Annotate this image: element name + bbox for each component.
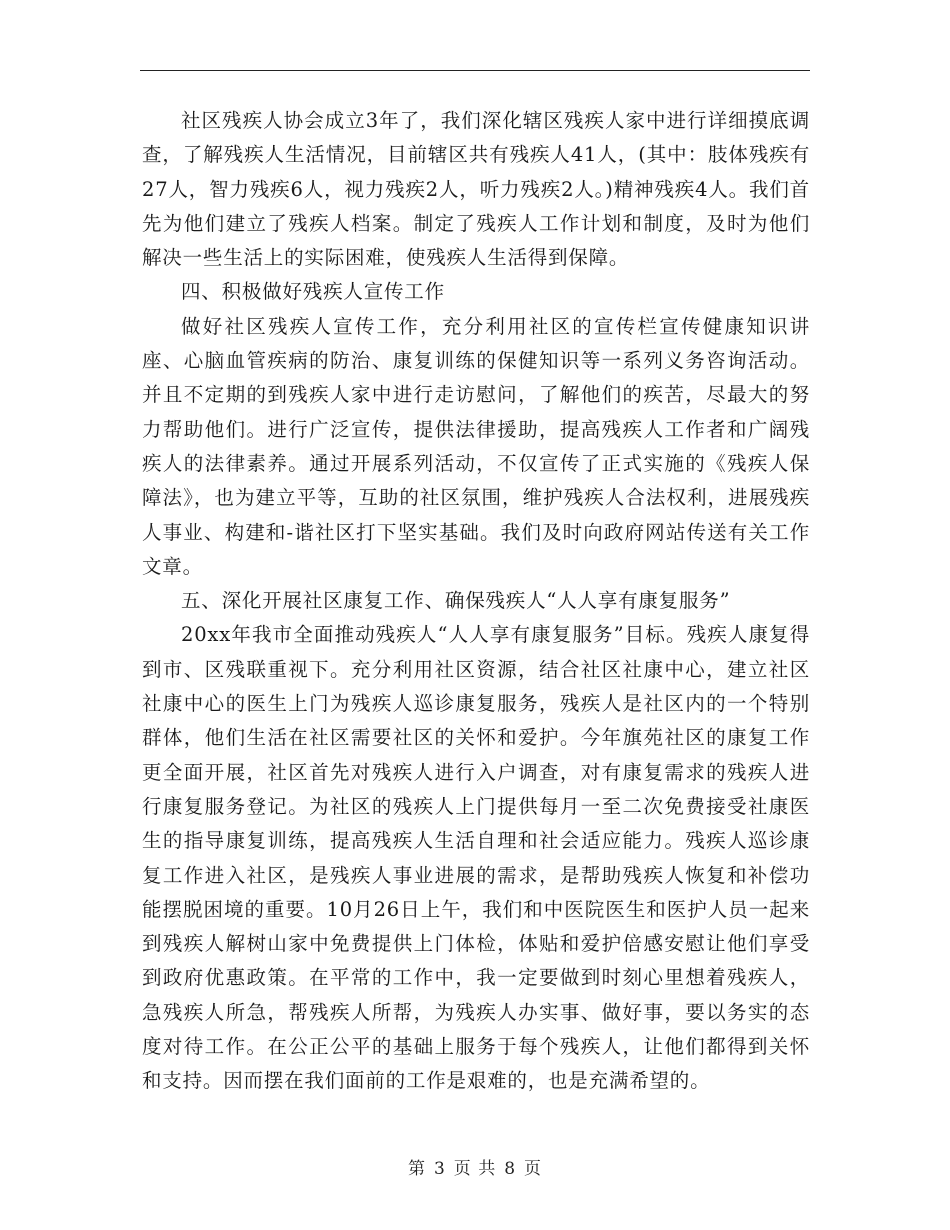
footer-prefix: 第 bbox=[407, 1159, 426, 1179]
page-footer bbox=[0, 1154, 950, 1179]
section-heading-rehabilitation: 五、深化开展社区康复工作、确保残疾人“人人享有康复服务” bbox=[181, 589, 731, 613]
paragraph-publicity-work: 做好社区残疾人宣传工作，充分利用社区的宣传栏宣传健康知识讲座、心脑血管疾病的防治、康复训练的保健知识等一系列义务咨询活动。并且不定期的到残疾人家中进行走访慰问，了解他们的疾苦，尽最大的努力帮助他们。进行广泛宣传，提供法律援助，提高残疾人工作者和广阔残疾人的法律素养。通过开展系列活动，不仅宣传了正式实施的《残疾人保障法》，也为建立平等，互助的社区氛围，维护残疾人合法权利，进展残疾人事业、构建和-谐社区打下坚实基础。我们及时向政府网站传送有关工作文章。 bbox=[142, 314, 810, 578]
footer-suffix: 页 bbox=[524, 1159, 543, 1179]
header-rule bbox=[140, 70, 810, 71]
paragraph-rehabilitation-work: 20xx年我市全面推动残疾人“人人享有康复服务”目标。残疾人康复得到市、区残联重视下。充分利用社区资源，结合社区社康中心，建立社区社康中心的医生上门为残疾人巡诊康复服务，残疾人是社区内的一个特别群体，他们生活在社区需要社区的关怀和爱护。今年旗苑社区的康复工作更全面开展，社区首先对残疾人进行入户调查，对有康复需求的残疾人进行康复服务登记。为社区的残疾人上门提供每月一至二次免费接受社康医生的指导康复训练，提高残疾人生活自理和社会适应能力。残疾人巡诊康复工作进入社区，是残疾人事业进展的需求，是帮助残疾人恢复和补偿功能摆脱困境的重要。10月26日上午，我们和中医院医生和医护人员一起来到残疾人解树山家中免费提供上门体检，体贴和爱护倍感安慰让他们享受到政府优惠政策。在平常的工作中，我一定要做到时刻心里想着残疾人，急残疾人所急，帮残疾人所帮，为残疾人办实事、做好事，要以务实的态度对待工作。在公正公平的基础上服务于每个残疾人，让他们都得到关怀和支持。因而摆在我们面前的工作是艰难的，也是充满希望的。 bbox=[142, 623, 810, 1093]
footer-middle: 页 共 bbox=[453, 1159, 497, 1179]
section-heading-publicity: 四、积极做好残疾人宣传工作 bbox=[181, 280, 445, 304]
footer-page-number: 3 bbox=[433, 1159, 446, 1179]
paragraph-association-overview: 社区残疾人协会成立3年了，我们深化辖区残疾人家中进行详细摸底调查，了解残疾人生活情况，目前辖区共有残疾人41人，(其中：肢体残疾有27人，智力残疾6人，视力残疾2人，听力残疾2人。)精神残疾4人。我们首先为他们建立了残疾人档案。制定了残疾人工作计划和制度，及时为他们解决一些生活上的实际困难，使残疾人生活得到保障。 bbox=[142, 109, 810, 270]
document-body bbox=[142, 104, 810, 1099]
footer-total-pages: 8 bbox=[504, 1159, 517, 1179]
